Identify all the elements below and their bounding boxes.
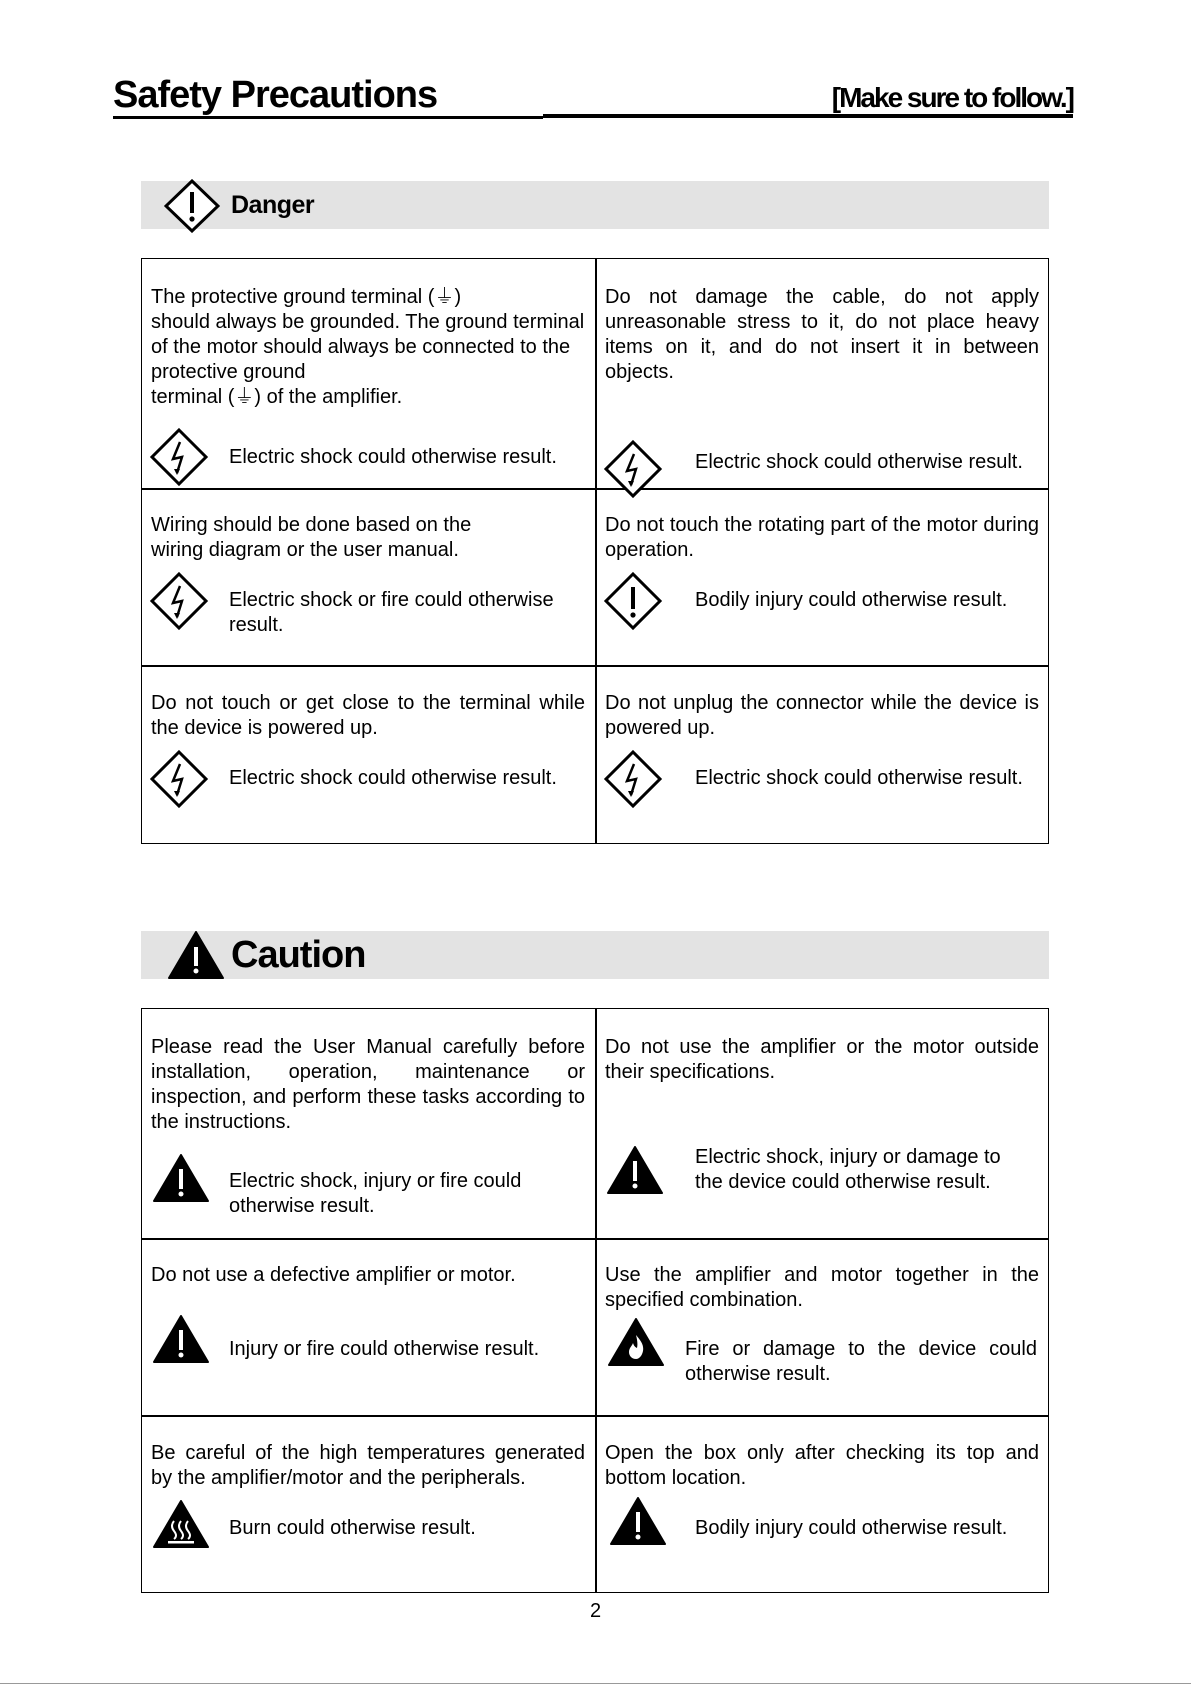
table-divider	[142, 665, 1048, 667]
table-divider	[142, 488, 1048, 490]
item-text: Do not damage the cable, do not apply unreasonable stress to it, do not place heavy items on it, and do not insert it in between objects.	[605, 286, 1039, 383]
caution-item-combination	[605, 1263, 1039, 1413]
danger-item-rotating	[605, 513, 1039, 663]
caution-item-specifications	[605, 1035, 1039, 1235]
item-result: Electric shock could otherwise result.	[695, 767, 1023, 789]
danger-table	[141, 258, 1049, 844]
electric-shock-icon	[603, 439, 663, 499]
item-text: Do not touch the rotating part of the motor during operation.	[605, 514, 1039, 561]
table-divider	[142, 1238, 1048, 1240]
caution-item-box	[605, 1441, 1039, 1591]
danger-item-cable	[605, 285, 1039, 485]
danger-item-connector	[605, 691, 1039, 841]
danger-item-ground	[151, 285, 585, 485]
item-text: Be careful of the high temperatures generated by the amplifier/motor and the peripherals.	[151, 1442, 585, 1489]
item-result: Electric shock or fire could otherwise result.	[229, 589, 554, 636]
item-result: Bodily injury could otherwise result.	[695, 589, 1008, 611]
item-result: Electric shock, injury or damage to the device could otherwise result.	[695, 1146, 1001, 1193]
caution-item-manual	[151, 1035, 585, 1235]
fire-warning-icon	[607, 1317, 667, 1377]
caution-section-header	[141, 931, 1049, 979]
header-rule	[543, 114, 1073, 118]
page-header	[113, 70, 1073, 120]
danger-label: Danger	[231, 191, 315, 219]
item-text: Do not touch or get close to the terminal while the device is powered up.	[151, 692, 585, 739]
item-text: Use the amplifier and motor together in the specified combination.	[605, 1264, 1039, 1311]
item-result: Injury or fire could otherwise result.	[229, 1338, 540, 1360]
page-title: Safety Precautions	[113, 74, 438, 116]
table-divider	[595, 1009, 597, 1592]
electric-shock-icon	[149, 427, 209, 487]
warning-triangle-icon	[167, 930, 225, 980]
item-text: Do not unplug the connector while the device is powered up.	[605, 692, 1039, 739]
item-text: Do not use the amplifier or the motor outside their specifications.	[605, 1036, 1039, 1083]
danger-item-terminal	[151, 691, 585, 841]
item-result: Burn could otherwise result.	[229, 1517, 476, 1539]
electric-shock-icon	[149, 749, 209, 809]
warning-triangle-icon	[152, 1314, 212, 1374]
exclamation-diamond-icon	[164, 179, 220, 233]
item-text: Please read the User Manual carefully before installation, operation, maintenance or inspection, and perform these tasks according to the instructions.	[151, 1036, 585, 1133]
caution-item-temperature	[151, 1441, 585, 1591]
table-divider	[142, 1415, 1048, 1417]
item-text: Open the box only after checking its top and bottom location.	[605, 1442, 1039, 1489]
header-note: [Make sure to follow.]	[831, 82, 1073, 113]
warning-triangle-icon	[606, 1145, 666, 1205]
caution-table	[141, 1008, 1049, 1593]
electric-shock-icon	[149, 571, 209, 631]
item-result: Electric shock, injury or fire could otherwise result.	[229, 1170, 522, 1217]
item-text: The protective ground terminal (⏚) should always be grounded. The ground terminal of the motor should always be connected to the protective ground terminal (⏚) of the amplifier.	[151, 286, 585, 408]
electric-shock-icon	[603, 749, 663, 809]
hot-surface-icon	[152, 1499, 212, 1559]
caution-label: Caution	[231, 934, 366, 976]
caution-item-defective	[151, 1263, 585, 1413]
item-result: Electric shock could otherwise result.	[695, 451, 1023, 473]
table-divider	[595, 259, 597, 843]
warning-triangle-icon	[609, 1496, 669, 1556]
warning-triangle-icon	[152, 1153, 212, 1213]
danger-section-header	[141, 181, 1049, 229]
danger-item-wiring	[151, 513, 585, 663]
header-rule	[113, 116, 543, 119]
item-result: Electric shock could otherwise result.	[229, 446, 557, 468]
item-result: Bodily injury could otherwise result.	[695, 1517, 1008, 1539]
footer-rule	[0, 1683, 1191, 1684]
item-result: Electric shock could otherwise result.	[229, 767, 557, 789]
exclamation-diamond-icon	[603, 571, 663, 631]
item-text: Do not use a defective amplifier or motor.	[151, 1264, 516, 1286]
item-text: Wiring should be done based on the wiring diagram or the user manual.	[151, 514, 472, 561]
page-number: 2	[589, 1600, 602, 1622]
item-result: Fire or damage to the device could otherwise result.	[685, 1338, 1037, 1385]
